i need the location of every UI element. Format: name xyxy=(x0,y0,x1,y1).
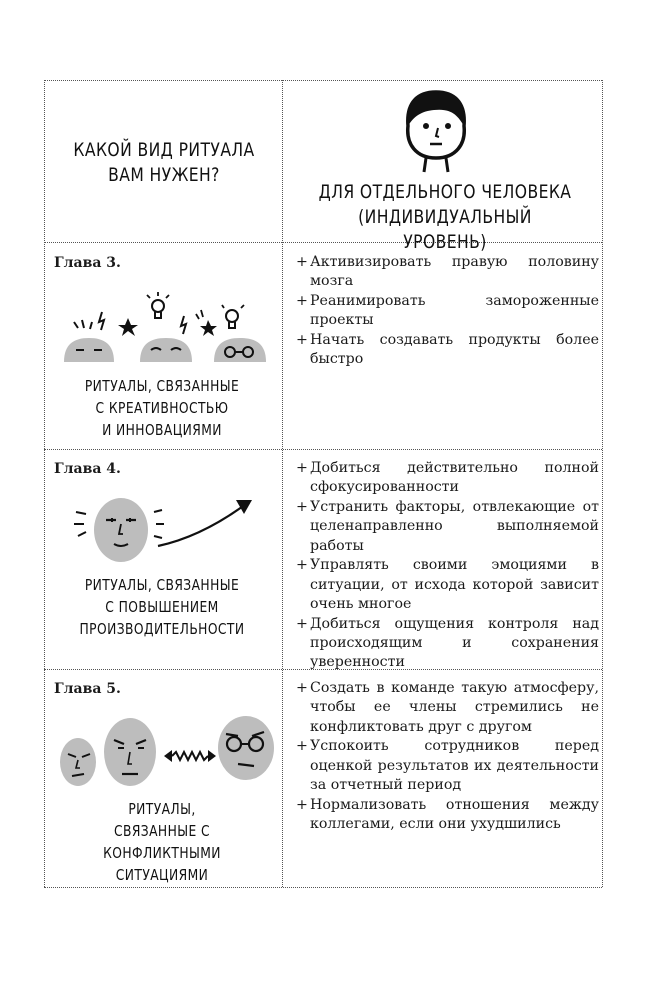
table-top-border xyxy=(44,80,602,81)
list-item: + Активизировать правую половину мозга xyxy=(296,253,599,292)
row-divider xyxy=(44,449,602,450)
face-with-arrow-icon xyxy=(66,490,266,570)
list-item: + Реанимировать замороженные проекты xyxy=(296,292,599,331)
chapter-label: Глава 4. xyxy=(54,461,121,477)
list-item: + Добиться ощущения контроля над происходящим и сохранения уверенности xyxy=(296,615,599,673)
conflict-faces-icon xyxy=(56,712,276,790)
list-item: + Успокоить сотрудников перед оценкой результатов их деятельности за отчетный период xyxy=(296,737,599,795)
column-divider xyxy=(282,80,283,887)
chapter-label: Глава 5. xyxy=(54,681,121,697)
list-item: + Создать в команде такую атмосферу, чтобы ее члены стремились не конфликтовать друг с другом xyxy=(296,679,599,737)
row-caption: РИТУАЛЫ, СВЯЗАННЫЕ С КОНФЛИКТНЫМИ СИТУАЦИЯМИ xyxy=(103,800,221,884)
row-caption: РИТУАЛЫ, СВЯЗАННЫЕ С ПОВЫШЕНИЕМ ПРОИЗВОДИТЕЛЬНОСТИ xyxy=(79,576,245,638)
header-right-title: ДЛЯ ОТДЕЛЬНОГО ЧЕЛОВЕКА (ИНДИВИДУАЛЬНЫЙ УРОВЕНЬ) xyxy=(318,181,572,253)
table-bottom-border xyxy=(44,887,602,888)
table-left-border xyxy=(44,80,45,887)
chapter-label: Глава 3. xyxy=(54,255,121,271)
person-face-icon xyxy=(396,86,476,176)
bullet-list xyxy=(296,459,599,673)
table-right-border xyxy=(602,80,603,887)
row-caption: РИТУАЛЫ, СВЯЗАННЫЕ С КРЕАТИВНОСТЬЮ И ИННОВАЦИЯМИ xyxy=(84,377,240,439)
bullet-list xyxy=(296,253,599,370)
list-item: + Нормализовать отношения между коллегами, если они ухудшились xyxy=(296,796,599,835)
bullet-list xyxy=(296,679,599,835)
list-item: + Начать создавать продукты более быстро xyxy=(296,331,599,370)
list-item: + Устранить факторы, отвлекающие от целенаправленно выполняемой работы xyxy=(296,498,599,556)
header-left-title: КАКОЙ ВИД РИТУАЛА ВАМ НУЖЕН? xyxy=(73,139,255,186)
list-item: + Добиться действительно полной сфокусированности xyxy=(296,459,599,498)
three-heads-with-ideas-icon xyxy=(56,292,276,362)
list-item: + Управлять своими эмоциями в ситуации, от исхода которой зависит очень многое xyxy=(296,556,599,614)
